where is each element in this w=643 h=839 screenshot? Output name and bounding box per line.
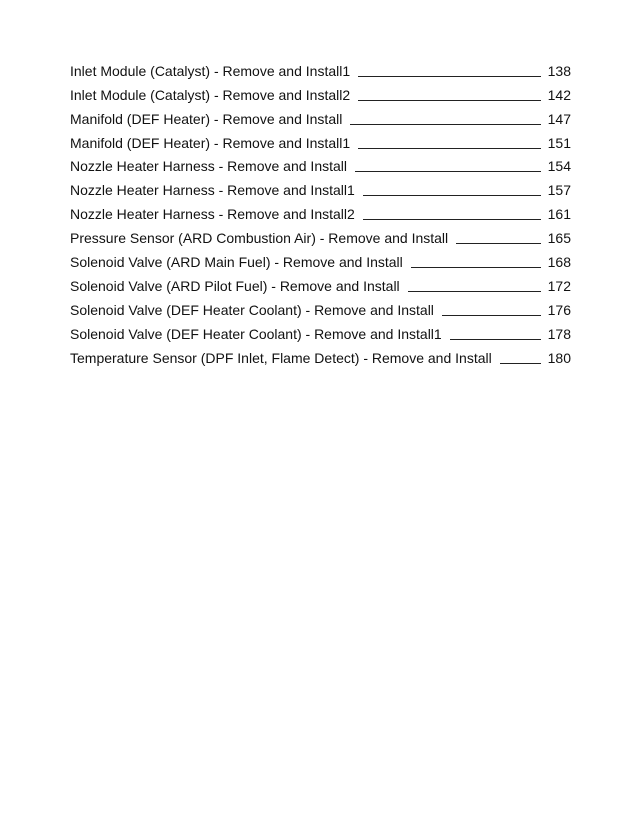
toc-entry-page: 138 <box>547 62 571 79</box>
toc-entry-title: Solenoid Valve (ARD Main Fuel) - Remove and Install <box>70 254 403 271</box>
toc-leader-line <box>358 148 541 149</box>
toc-entry-page: 176 <box>547 301 571 318</box>
toc-entry[interactable] <box>70 344 571 368</box>
toc-entry-page: 161 <box>547 206 571 223</box>
toc-entry-page: 172 <box>547 277 571 294</box>
toc-leader-line <box>363 195 541 196</box>
toc-entry-page: 168 <box>547 254 571 271</box>
toc-entry-page: 142 <box>547 86 571 103</box>
toc-entry-title: Solenoid Valve (ARD Pilot Fuel) - Remove and Install <box>70 277 400 294</box>
toc-leader-line <box>358 76 541 77</box>
toc-entry-title: Inlet Module (Catalyst) - Remove and Install1 <box>70 62 351 79</box>
toc-entry-title: Nozzle Heater Harness - Remove and Install1 <box>70 182 355 199</box>
toc-leader-line <box>408 291 541 292</box>
toc-entry[interactable] <box>70 81 571 105</box>
toc-leader-line <box>442 315 541 316</box>
toc-leader-line <box>350 124 541 125</box>
toc-entry[interactable] <box>70 153 571 177</box>
table-of-contents <box>70 57 571 368</box>
toc-entry-title: Inlet Module (Catalyst) - Remove and Install2 <box>70 86 351 103</box>
toc-entry-page: 157 <box>547 182 571 199</box>
toc-entry[interactable] <box>70 296 571 320</box>
toc-entry-page: 165 <box>547 230 571 247</box>
toc-entry[interactable] <box>70 129 571 153</box>
toc-entry-title: Manifold (DEF Heater) - Remove and Install1 <box>70 134 351 151</box>
toc-leader-line <box>456 243 541 244</box>
toc-entry-page: 154 <box>547 158 571 175</box>
toc-leader-line <box>411 267 541 268</box>
toc-leader-line <box>363 219 541 220</box>
toc-entry-title: Solenoid Valve (DEF Heater Coolant) - Remove and Install1 <box>70 325 442 342</box>
toc-leader-line <box>450 339 541 340</box>
toc-entry[interactable] <box>70 272 571 296</box>
toc-entry-title: Nozzle Heater Harness - Remove and Install2 <box>70 206 355 223</box>
toc-entry-title: Solenoid Valve (DEF Heater Coolant) - Remove and Install <box>70 301 434 318</box>
toc-entry-page: 178 <box>547 325 571 342</box>
toc-entry-title: Nozzle Heater Harness - Remove and Install <box>70 158 348 175</box>
toc-entry-page: 147 <box>547 110 571 127</box>
toc-entry[interactable] <box>70 57 571 81</box>
toc-entry-title: Temperature Sensor (DPF Inlet, Flame Detect) - Remove and Install <box>70 349 492 366</box>
toc-entry[interactable] <box>70 248 571 272</box>
toc-entry[interactable] <box>70 224 571 248</box>
toc-leader-line <box>358 100 541 101</box>
toc-leader-line <box>500 363 541 364</box>
toc-leader-line <box>355 171 541 172</box>
toc-entry-title: Pressure Sensor (ARD Combustion Air) - Remove and Install <box>70 230 449 247</box>
toc-entry-page: 180 <box>547 349 571 366</box>
toc-entry-page: 151 <box>547 134 571 151</box>
toc-entry[interactable] <box>70 105 571 129</box>
toc-entry[interactable] <box>70 320 571 344</box>
toc-entry[interactable] <box>70 200 571 224</box>
toc-entry-title: Manifold (DEF Heater) - Remove and Install <box>70 110 343 127</box>
toc-entry[interactable] <box>70 176 571 200</box>
